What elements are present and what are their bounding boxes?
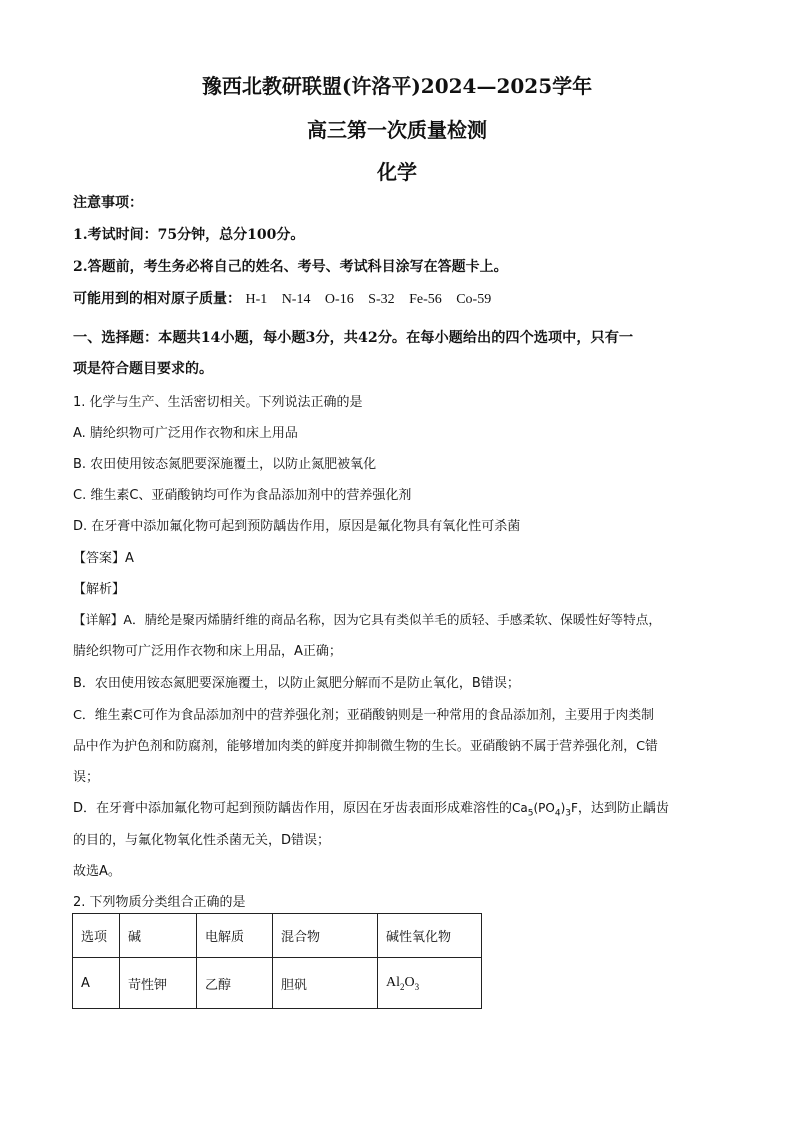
q2-classification-table (72, 913, 482, 1009)
table-cell: 苛性钾 (120, 958, 197, 1009)
table-cell: A (73, 958, 120, 1009)
section-heading: 一、选择题：本题共14小题，每小题3分，共42分。在每小题给出的四个选项中，只有一 (73, 330, 634, 346)
table-header-cell: 选项 (73, 914, 120, 958)
q1-detail-line (73, 797, 669, 818)
notice-item-time: 1.考试时间：75分钟，总分100分。 (73, 227, 305, 243)
q1-detail-text: ，达到防止龋齿 (577, 801, 669, 816)
q1-detail-line: C．维生素C可作为食品添加剂中的营养强化剂；亚硝酸钠则是一种常用的食品添加剂，主要用于肉类制 (73, 708, 654, 723)
atomic-mass-label: 可能用到的相对原子质量： (73, 291, 241, 307)
section-heading-cont: 项是符合题目要求的。 (73, 361, 213, 377)
q1-detail-line: 误； (73, 770, 100, 785)
table-row (73, 958, 482, 1009)
table-cell-formula: $Al_2O_3$ (378, 958, 482, 1009)
exam-subtitle: 高三第一次质量检测 (307, 118, 487, 142)
q1-analysis-label: 【解析】 (73, 582, 126, 597)
subject-title: 化学 (377, 160, 417, 184)
q1-option-d: D. 在牙膏中添加氟化物可起到预防龋齿作用，原因是氟化物具有氧化性可杀菌 (73, 519, 521, 534)
atomic-mass-item: N-14 (281, 292, 311, 307)
q1-answer: 【答案】A (73, 551, 134, 566)
q1-detail-line: 腈纶织物可广泛用作衣物和床上用品，A正确； (73, 644, 342, 659)
atomic-mass-item: O-16 (324, 292, 354, 307)
fluorapatite-formula: $Ca_5(PO_4)_3F$ (512, 801, 578, 819)
table-cell: 胆矾 (273, 958, 378, 1009)
q1-conclusion: 故选A。 (73, 864, 121, 879)
q1-detail-line: 【详解】A．腈纶是聚丙烯腈纤维的商品名称，因为它具有类似羊毛的质轻、手感柔软、保暖性好等特点， (73, 612, 661, 627)
atomic-mass-item: H-1 (245, 292, 268, 307)
q1-detail-line: 的目的，与氟化物氧化性杀菌无关，D错误； (73, 833, 331, 848)
q1-option-b: B. 农田使用铵态氮肥要深施覆土，以防止氮肥被氧化 (73, 457, 377, 472)
q1-detail-line: B．农田使用铵态氮肥要深施覆土，以防止氮肥分解而不是防止氧化，B错误； (73, 676, 520, 691)
atomic-mass-list (245, 291, 501, 307)
notice-item-answer-card: 2.答题前，考生务必将自己的姓名、考号、考试科目涂写在答题卡上。 (73, 259, 508, 275)
table-header-cell: 电解质 (197, 914, 273, 958)
table-header-row (73, 914, 482, 958)
table-cell: 乙醇 (197, 958, 273, 1009)
exam-title: 豫西北教研联盟(许洛平)2024—2025学年 (201, 74, 593, 98)
q1-stem: 1. 化学与生产、生活密切相关。下列说法正确的是 (73, 395, 363, 410)
atomic-mass-item: S-32 (368, 292, 395, 307)
notice-heading: 注意事项： (73, 195, 143, 211)
atomic-mass-line (73, 288, 501, 308)
q1-option-a: A. 腈纶织物可广泛用作衣物和床上用品 (73, 426, 298, 441)
atomic-mass-item: Fe-56 (409, 292, 442, 307)
q2-stem: 2. 下列物质分类组合正确的是 (73, 895, 246, 910)
table-header-cell: 混合物 (273, 914, 378, 958)
q1-option-c: C. 维生素C、亚硝酸钠均可作为食品添加剂中的营养强化剂 (73, 488, 412, 503)
table-header-cell: 碱 (120, 914, 197, 958)
table-header-cell: 碱性氧化物 (378, 914, 482, 958)
q1-detail-text: D．在牙膏中添加氟化物可起到预防龋齿作用，原因在牙齿表面形成难溶性的 (73, 801, 513, 816)
q1-detail-line: 品中作为护色剂和防腐剂，能够增加肉类的鲜度并抑制微生物的生长。亚硝酸钠不属于营养强化剂，C错 (73, 739, 658, 754)
atomic-mass-item: Co-59 (456, 292, 492, 307)
